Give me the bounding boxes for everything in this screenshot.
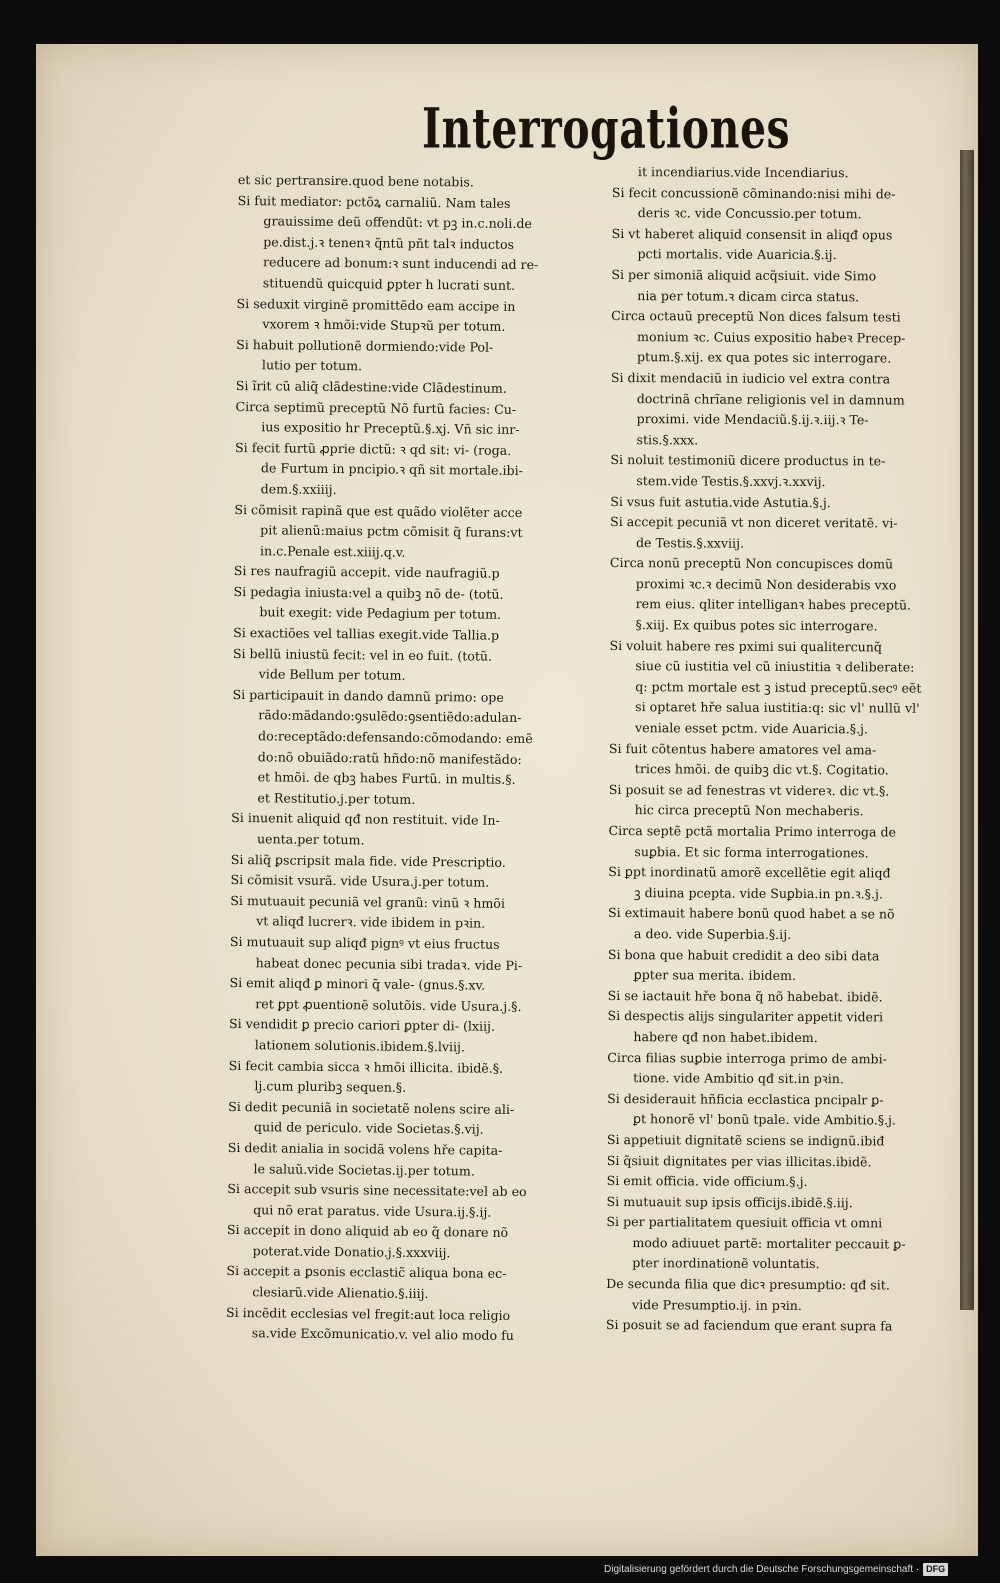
text-line: Si exactiões vel tallias exegit.vide Tallia.p — [233, 625, 500, 643]
text-line: Si fuit mediator: pctõꝝ carnaliũ. Nam tales — [237, 192, 511, 211]
text-line: monium ꝛc. Cuius expositio habeꝛ Precep- — [637, 328, 906, 346]
text-line: vide Bellum per totum. — [258, 666, 406, 684]
text-line: ꝫ diuina pcepta. vide Suꝑbia.in pn.ꝛ.§.j. — [634, 884, 883, 902]
text-line: Si fecit concussionẽ cõminando:nisi mihi de- — [611, 184, 896, 202]
text-line: Si dedit pecuniã in societatẽ nolens scire ali- — [228, 1098, 515, 1117]
text-line: Si noluit testimoniũ dicere productus in te- — [610, 452, 886, 469]
text-line: Si vt haberet aliquid consensit in aliqđ opus — [611, 225, 893, 243]
text-line: reducere ad bonum:ꝛ sunt inducendi ad re- — [262, 254, 539, 273]
page-gutter-shadow — [960, 150, 974, 1310]
text-line: Circa filias suꝑbie interroga primo de ambi- — [607, 1049, 887, 1066]
text-line: Si pedagia iniusta:vel a quibꝫ nõ de- (totũ. — [233, 583, 504, 602]
text-line: ꝑt honorẽ vl' bonũ tpale. vide Ambitio.§.j. — [632, 1111, 896, 1128]
text-line: rãdo:mãdando:ꝯsulẽdo:ꝯsentiẽdo:adulan- — [258, 707, 522, 726]
text-line: siue cũ iustitia vel cũ iniustitia ꝛ deliberate: — [635, 658, 915, 675]
text-line: Si aliq̃ ꝑscripsit mala fide. vide Prescriptio. — [230, 851, 506, 870]
text-line: Si cõmisit rapinã que est quãdo violẽter acce — [234, 501, 523, 520]
text-line: sa.vide Excõmunicatio.v. vel alio modo fu — [251, 1325, 514, 1344]
text-line: Si mutuauit sup aliqđ pignꝰ vt eius fructus — [229, 933, 500, 952]
text-line: rem eius. qliter intelliganꝛ habes preceptũ. — [635, 596, 912, 614]
text-line: Si posuit se ad fenestras vt videreꝛ. dic vt.§. — [608, 781, 890, 799]
text-line: pit alienũ:maius pctm cõmisit q̃ furans:vt — [260, 522, 523, 541]
text-line: Si bellũ iniustũ fecit: vel in eo fuit. (totũ. — [232, 645, 493, 664]
text-line: Si per partialitatem quesiuit officia vt omni — [606, 1214, 883, 1231]
text-line: qui nõ erat paratus. vide Usura.ij.§.ij. — [253, 1201, 492, 1220]
text-line: Si cõmisit vsurã. vide Usura.j.per totum. — [230, 872, 490, 890]
credit-text: Digitalisierung gefördert durch die Deutsche Forschungsgemeinschaft · — [604, 1563, 920, 1575]
text-line: veniale esset pctm. vide Auaricia.§.j. — [634, 720, 869, 737]
text-line: tione. vide Ambitio qđ sit.in pꝛin. — [633, 1070, 844, 1087]
text-line: Circa septimũ preceptũ Nõ furtũ facies: Cu- — [235, 398, 517, 417]
text-line: Si despectis alijs singulariter appetit videri — [607, 1008, 884, 1025]
text-line: nia per totum.ꝛ dicam circa status. — [637, 287, 860, 304]
text-line: Si participauit in dando damnũ primo: ope — [232, 686, 504, 705]
text-line: trices hmõi. de quibꝫ dic vt.§. Cogitatio. — [634, 761, 889, 778]
text-line: stis.§.xxx. — [636, 431, 699, 448]
text-line: Circa octauũ preceptũ Non dices falsum testi — [611, 308, 901, 325]
text-line: et sic pertransire.quod bene notabis. — [237, 171, 474, 190]
text-line: Si fuit cõtentus habere amatores vel ama- — [608, 740, 877, 758]
text-line: do:receptãdo:defensando:cõmodando: emẽ — [257, 728, 533, 747]
text-line: Si appetiuit dignitatẽ sciens se indignũ.ibiđ — [606, 1131, 885, 1149]
text-line: Si ꝑpt inordinatũ amorẽ excellẽtie egit aliqđ — [608, 864, 891, 881]
text-line: De secunda filia que dicꝛ presumptio: qđ sit. — [606, 1276, 890, 1293]
text-line: Si vendidit ꝑ precio cariori ꝑpter di- (lxiij. — [228, 1016, 496, 1035]
dfg-logo-badge: DFG — [923, 1563, 948, 1576]
text-line: pe.dist.j.ꝛ tenenꝛ q̃ntũ pñt talꝛ inductos — [263, 234, 515, 252]
text-line: Si mutuauit pecuniã vel granũ: vinũ ꝛ hmõi — [230, 892, 506, 911]
text-line: dem.§.xxiiij. — [260, 481, 337, 497]
right-text-column — [606, 162, 960, 1338]
text-line: Si bona que habuit credidit a deo sibi data — [607, 946, 880, 963]
text-line: Si emit officia. vide officium.§.j. — [606, 1173, 808, 1190]
text-line: poterat.vide Donatio.j.§.xxxviij. — [252, 1243, 451, 1261]
text-line: buit exegit: vide Pedagium per totum. — [259, 604, 502, 623]
text-line: proximi ꝛc.ꝛ decimũ Non desiderabis vxo — [635, 576, 897, 593]
text-line: pter inordinationẽ voluntatis. — [632, 1255, 820, 1272]
text-line: ꝑpter sua merita. ibidem. — [633, 967, 797, 984]
text-line: §.xiij. Ex quibus potes sic interrogare. — [635, 617, 878, 634]
text-line: quid de periculo. vide Societas.§.vij. — [253, 1119, 484, 1137]
text-line: Circa septẽ pctã mortalia Primo interroga de — [608, 822, 897, 840]
text-line: Si vsus fuit astutia.vide Astutia.§.j. — [610, 493, 831, 510]
text-line: le saluũ.vide Societas.ij.per totum. — [253, 1160, 476, 1179]
text-line: it incendiarius.vide Incendiarius. — [637, 164, 849, 181]
text-line: ptum.§.xij. ex qua potes sic interrogare. — [636, 349, 892, 366]
text-line: vide Presumptio.ij. in pꝛin. — [631, 1296, 802, 1313]
text-line: ret ꝑpt ꝓuentionẽ solutõis. vide Usura.j.§. — [255, 995, 522, 1014]
left-text-column — [226, 170, 603, 1348]
text-line: Si posuit se ad faciendum que erant supra fa — [605, 1317, 893, 1334]
text-line: stem.vide Testis.§.xxvj.ꝛ.xxvij. — [636, 473, 826, 490]
text-line: de Testis.§.xxviij. — [635, 534, 745, 551]
text-line: suꝑbia. Et sic forma interrogationes. — [634, 843, 869, 860]
text-line: Si voluit habere res pximi sui qualitercunq̃ — [609, 637, 883, 655]
text-line: Si extimauit habere bonũ quod habet a se nõ — [608, 905, 895, 922]
text-line: lutio per totum. — [261, 357, 363, 374]
text-line: Si emit aliqđ ꝑ minori q̃ vale- (gnus.§.xv. — [229, 975, 486, 993]
text-line: do:nõ obuiãdo:ratũ hñdo:nõ manifestãdo: — [257, 748, 522, 767]
text-line: vxorem ꝛ hmõi:vide Stupꝛũ per totum. — [262, 316, 506, 334]
text-line: Si dixit mendaciũ in iudicio vel extra contra — [610, 369, 891, 387]
text-line: Si mutuauit sup ipsis officijs.ibidẽ.§.iij. — [606, 1193, 853, 1210]
text-line: hic circa preceptũ Non mechaberis. — [634, 802, 864, 819]
text-line: Si ĩrit cũ aliq̃ clãdestine:vide Clãdestinum. — [235, 377, 507, 396]
text-line: Si seduxit virginẽ promittẽdo eam accipe in — [236, 295, 516, 314]
text-line: de Furtum in pncipio.ꝛ qñ sit mortale.ibi- — [260, 460, 523, 479]
text-line: clesiarũ.vide Alienatio.§.iiij. — [252, 1284, 429, 1302]
text-line: doctrinã chrĩane religionis vel in damnum — [636, 390, 905, 408]
text-line: lj.cum pluribꝫ sequen.§. — [254, 1078, 407, 1095]
text-line: et Restitutio.j.per totum. — [257, 790, 416, 807]
text-line: Si q̃siuit dignitates per vias illicitas.ibidẽ. — [606, 1152, 872, 1169]
text-line: Si inuenit aliquid qđ non restituit. vide In- — [231, 810, 500, 829]
text-line: et hmõi. de qbꝫ habes Furtũ. in multis.§. — [257, 769, 516, 788]
digitization-credit — [604, 1560, 1000, 1578]
text-line: uenta.per totum. — [256, 831, 365, 848]
text-line: Si incẽdit ecclesias vel fregit:aut loca religio — [225, 1304, 511, 1323]
text-line: ius expositio hr Preceptũ.§.xj. Vñ sic inr- — [261, 419, 520, 438]
text-line: Si per simoniã aliquid acq̃siuit. vide Simo — [611, 266, 877, 284]
text-line: Si dedit anialia in socidã volens hře capita- — [227, 1139, 503, 1158]
text-line: Si accepit in dono aliquid ab eo q̃ donare nõ — [226, 1222, 509, 1241]
text-line: Si accepit sub vsuris sine necessitate:vel ab eo — [227, 1181, 527, 1200]
text-line: Si fecit cambia sicca ꝛ hmõi illicita. ibidẽ.§. — [228, 1057, 504, 1076]
text-line: Si habuit pollutionẽ dormiendo:vide Pol- — [236, 336, 494, 355]
running-title: Interrogationes — [422, 96, 791, 161]
text-line: habere qđ non habet.ibidem. — [633, 1029, 818, 1046]
text-line: q: pctm mortale est ꝫ istud preceptũ.secꝰ eẽt — [635, 678, 922, 696]
text-line: deris ꝛc. vide Concussio.per totum. — [637, 205, 862, 222]
text-line: in.c.Penale est.xiiij.q.v. — [259, 542, 406, 560]
text-line: Si desiderauit hñficia ecclastica pncipalr ꝑ- — [607, 1090, 884, 1108]
text-line: Si res naufragiũ accepit. vide naufragiũ.p — [233, 563, 500, 582]
text-line: Si fecit furtũ ꝓprie dictũ: ꝛ qd sit: vi- (roga. — [235, 439, 512, 458]
text-line: habeat donec pecunia sibi tradaꝛ. vide Pi- — [255, 954, 523, 973]
text-line: grauissime deũ offendũt: vt pꝫ in.c.noli.de — [263, 213, 532, 232]
text-line: a deo. vide Superbia.§.ij. — [633, 926, 792, 942]
text-line: Si accepit pecuniã vt non diceret veritatẽ. vi- — [610, 514, 898, 531]
text-line: vt aliqđ lucrerꝛ. vide ibidem in pꝛin. — [256, 913, 486, 932]
text-line: lationem solutionis.ibidem.§.lviij. — [254, 1037, 466, 1055]
text-line: proximi. vide Mendaciũ.§.ij.ꝛ.iij.ꝛ Te- — [636, 411, 869, 428]
text-line: modo adiuuet partẽ: mortaliter peccauit ꝑ- — [632, 1234, 906, 1252]
text-line: si optaret hře salua iustitia:q: sic vl' nullũ vl' — [635, 699, 920, 717]
text-line: Circa nonũ preceptũ Non concupisces domũ — [609, 555, 894, 572]
text-line: Si se iactauit hře bona q̃ nõ habebat. ibidẽ. — [607, 987, 883, 1005]
text-line: pcti mortalis. vide Auaricia.§.ij. — [637, 246, 837, 263]
text-line: Si accepit a ꝑsonis ecclastic̃ aliqua bona ec- — [226, 1263, 507, 1282]
text-line: stituendũ quicquid ꝑpter h lucrati sunt. — [262, 275, 516, 293]
